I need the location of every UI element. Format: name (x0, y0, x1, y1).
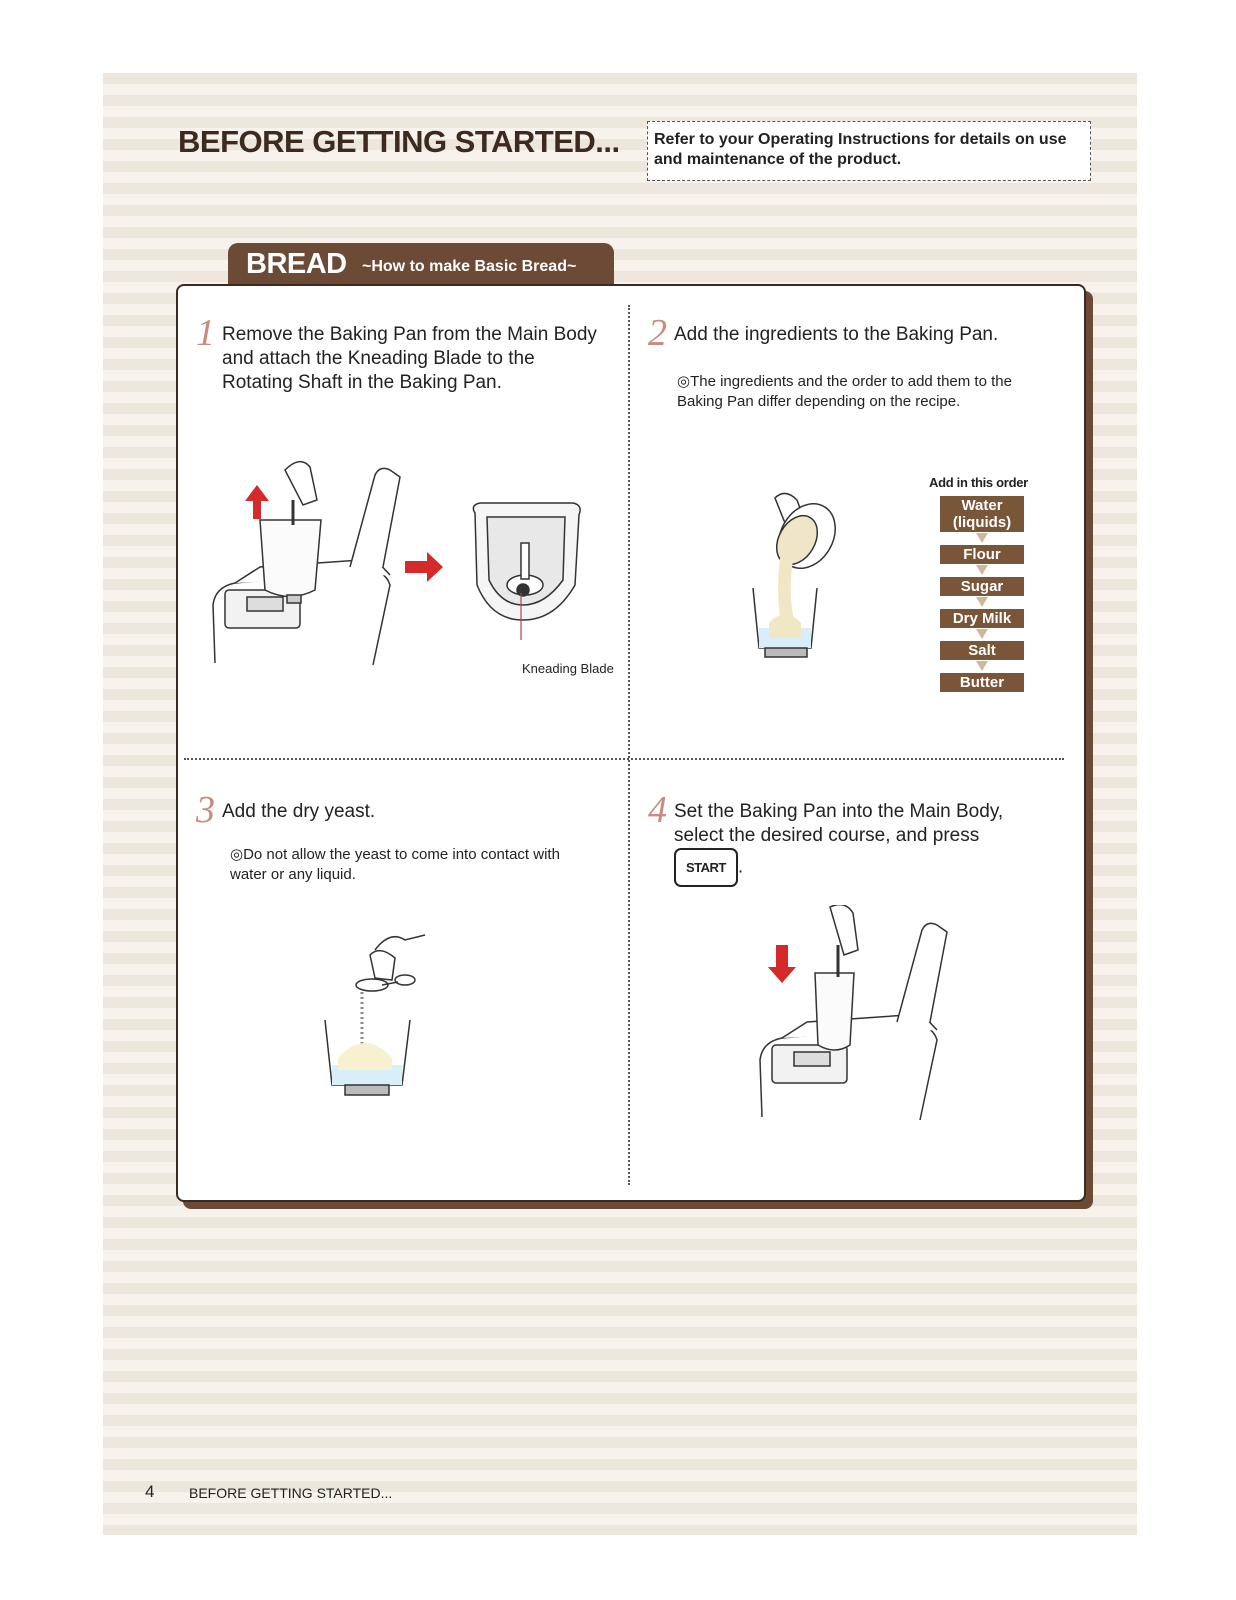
step-4-illustration (750, 905, 950, 1130)
page-title: BEFORE GETTING STARTED... (178, 124, 620, 159)
kneading-blade-callout: Kneading Blade (522, 661, 614, 676)
section-tab (228, 243, 614, 287)
page-number: 4 (145, 1482, 155, 1501)
ingredient-order-list (940, 496, 1024, 692)
section-subtitle: ~How to make Basic Bread~ (362, 258, 577, 275)
step-4-text-main: Set the Baking Pan into the Main Body, select the desired course, and press (674, 801, 1004, 846)
red-down-arrow-icon (768, 945, 796, 983)
order-title: Add in this order (929, 475, 1028, 490)
step-3-text: Add the dry yeast. (222, 801, 376, 822)
down-arrow-icon (976, 661, 988, 671)
step-2-note: ◎The ingredients and the order to add them to the Baking Pan differ depending on the recipe. (677, 373, 1012, 410)
section-title: BREAD (246, 248, 347, 280)
refer-note-box: Refer to your Operating Instructions for details on use and maintenance of the product. (647, 121, 1091, 181)
step-2-number: 2 (648, 312, 667, 354)
ingredient-flour: Flour (940, 545, 1024, 564)
down-arrow-icon (976, 565, 988, 575)
horizontal-divider (184, 758, 1064, 760)
step-4-text (674, 800, 1054, 887)
step-1-number: 1 (196, 312, 215, 354)
red-right-arrow-icon (405, 552, 443, 582)
ingredient-water: Water (liquids) (940, 496, 1024, 532)
footer-label: BEFORE GETTING STARTED... (189, 1485, 393, 1501)
ingredient-salt: Salt (940, 641, 1024, 660)
start-button[interactable]: START (674, 848, 738, 887)
step-2-illustration (745, 488, 860, 673)
red-up-arrow-icon (245, 485, 269, 519)
ingredient-dry-milk: Dry Milk (940, 609, 1024, 628)
step-3-number: 3 (196, 789, 215, 831)
step-4-number: 4 (648, 789, 667, 831)
down-arrow-icon (976, 629, 988, 639)
ingredient-butter: Butter (940, 673, 1024, 692)
ingredient-sugar: Sugar (940, 577, 1024, 596)
step-3-note: ◎Do not allow the yeast to come into contact with water or any liquid. (230, 846, 560, 883)
step-3-illustration (320, 930, 440, 1115)
down-arrow-icon (976, 597, 988, 607)
vertical-divider (628, 305, 630, 1185)
step-1-illustration (205, 455, 625, 680)
down-arrow-icon (976, 533, 988, 543)
step-4-text-end: . (737, 856, 744, 878)
step-1-text: Remove the Baking Pan from the Main Body and attach the Kneading Blade to the Rotating Shaft in the Baking Pan. (222, 324, 597, 393)
step-2-text: Add the ingredients to the Baking Pan. (674, 324, 999, 345)
